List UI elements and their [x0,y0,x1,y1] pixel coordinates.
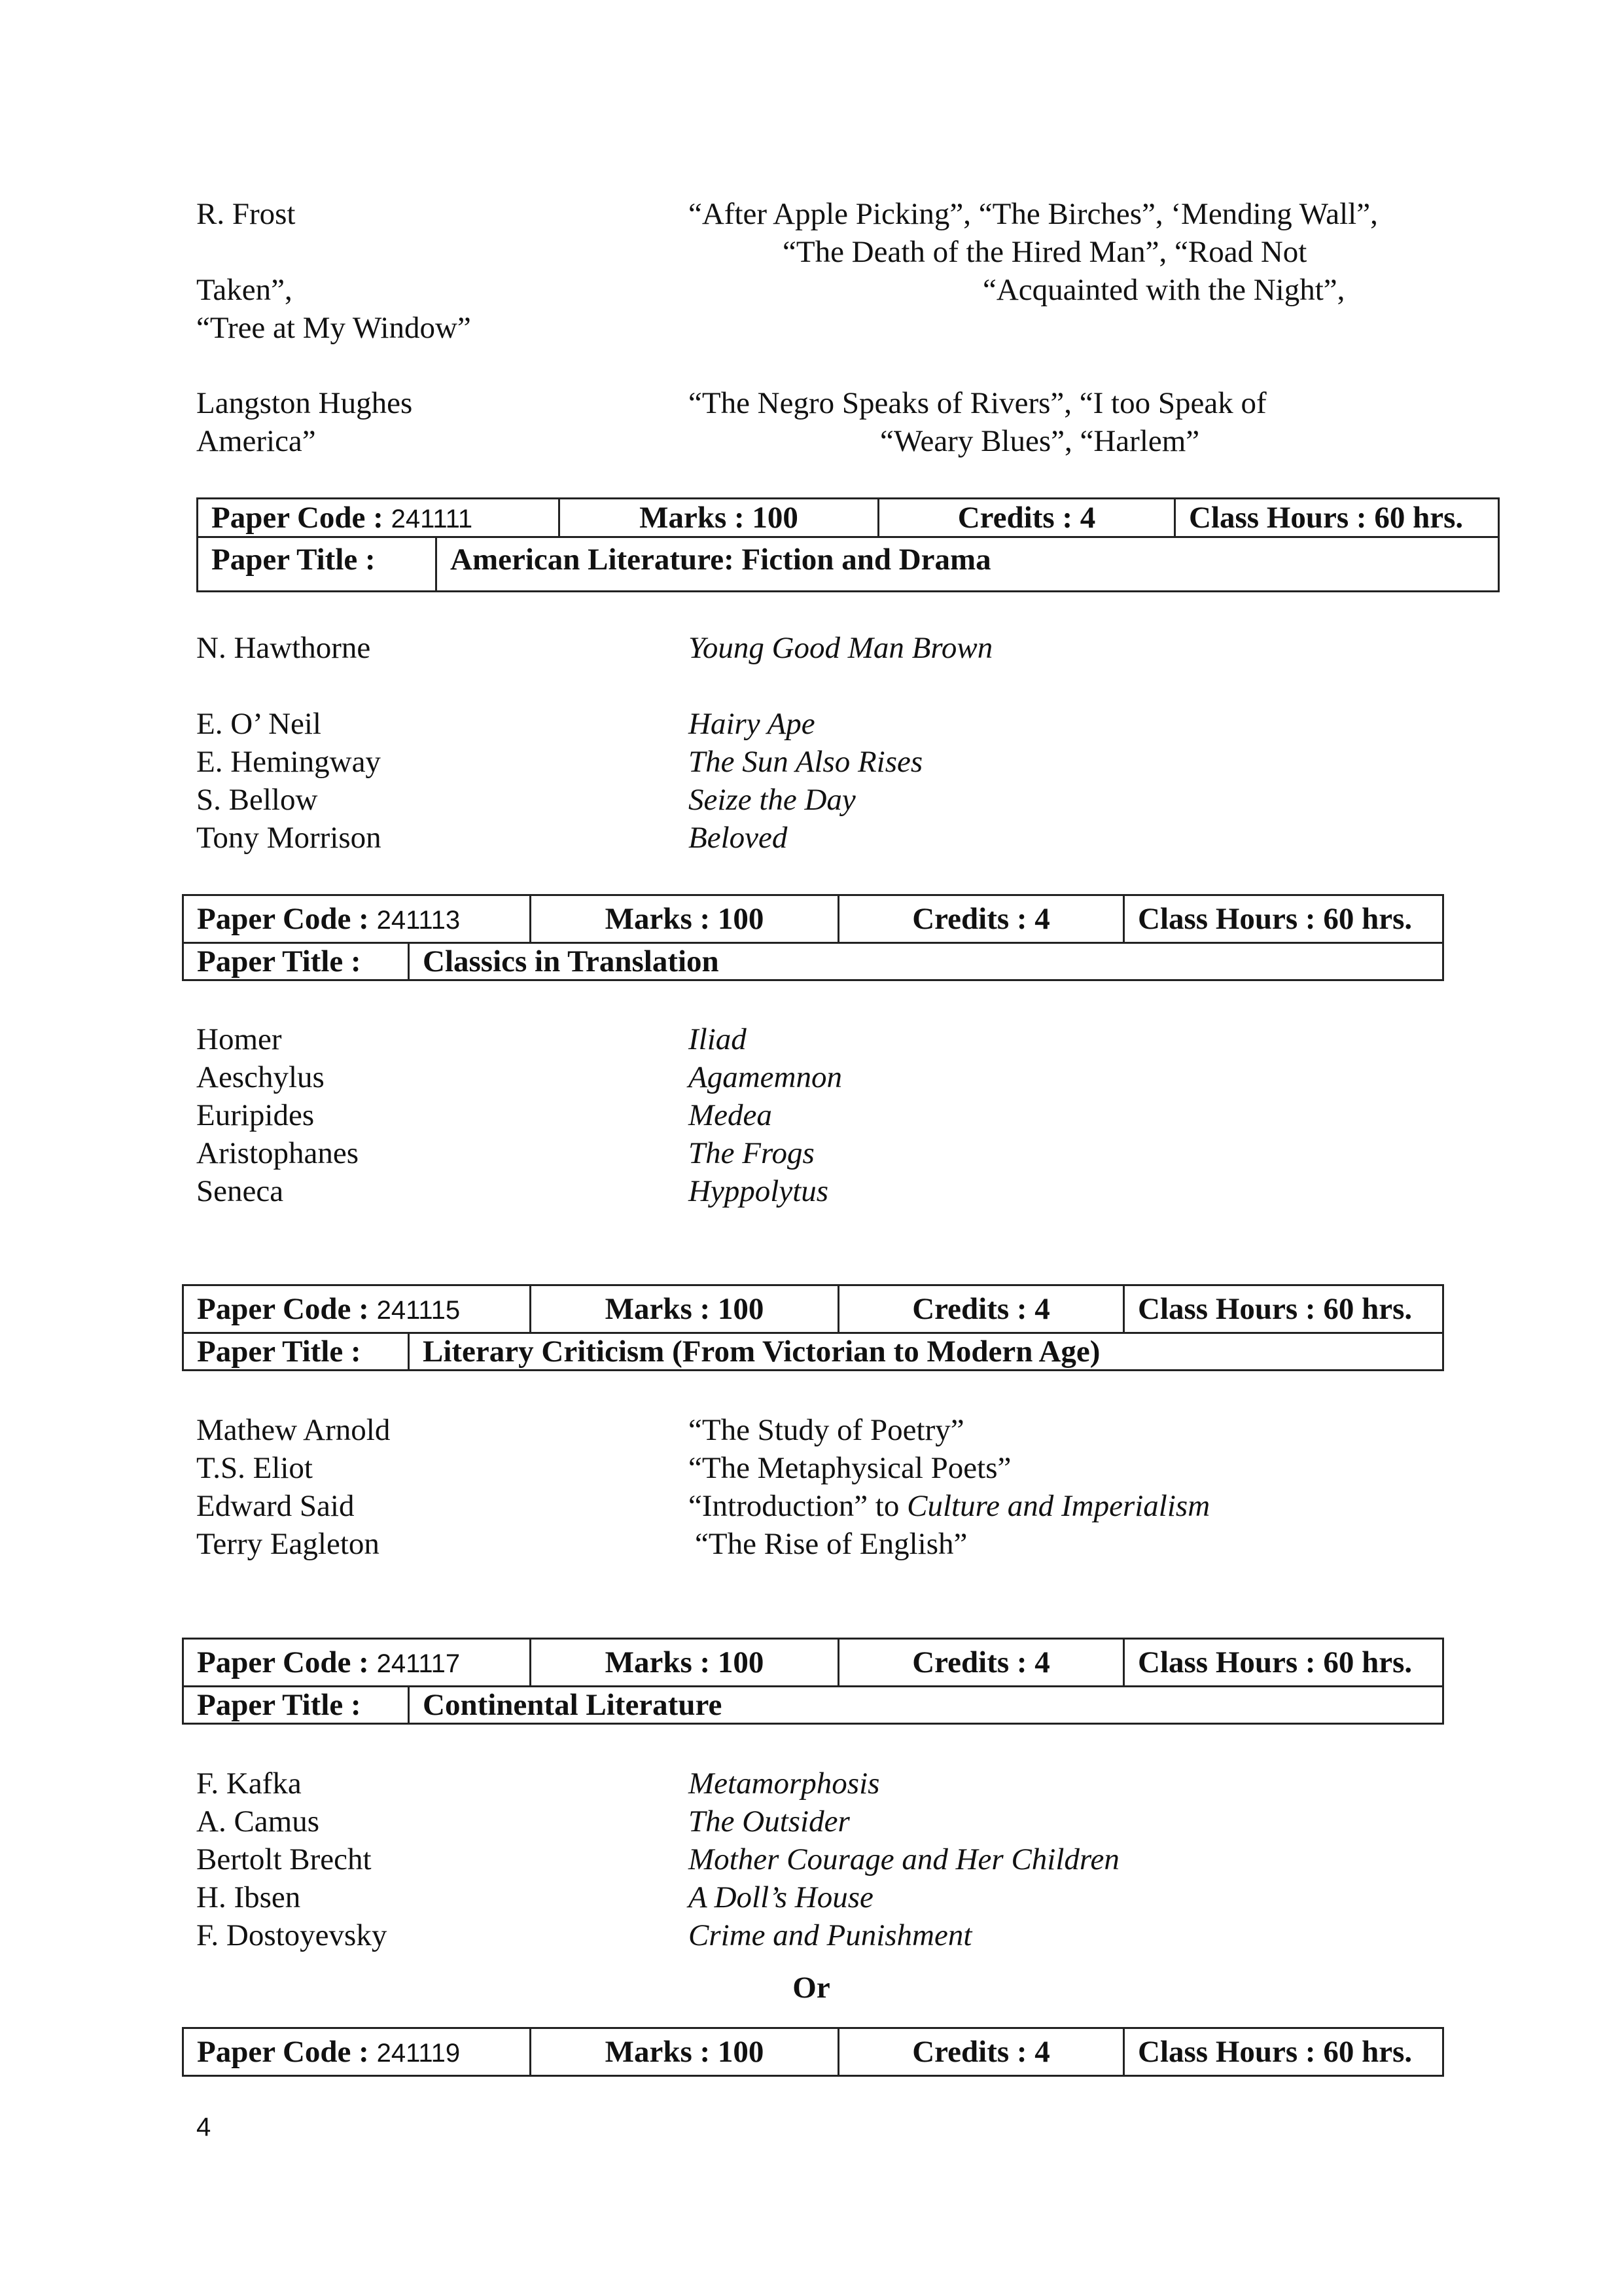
paper-title-table [182,1332,1444,1371]
page-number: 4 [196,2113,211,2142]
author-name: Bertolt Brecht [196,1842,372,1876]
paper-code-label: Paper Code : [211,501,383,535]
frost-poems-line4: “Tree at My Window” [196,311,471,345]
work-title: Metamorphosis [688,1767,880,1801]
author-name: Euripides [196,1098,315,1132]
work-title: Agamemnon [688,1060,842,1094]
paper-meta-row [198,499,1499,537]
paper-title-table [182,942,1444,981]
paper-code-label: Paper Code : [197,902,369,936]
paper-title-value: Continental Literature [409,1687,1443,1724]
work-title: Medea [688,1098,772,1132]
class-hours-cell: Class Hours : 60 hrs. [1124,1285,1443,1333]
paper-code-value: 241119 [376,2039,461,2068]
paper-code-label: Paper Code : [197,1645,369,1679]
frost-poems-line3b: “Acquainted with the Night”, [983,273,1345,307]
paper-title-label: Paper Title : [198,537,436,592]
paper-title-value: American Literature: Fiction and Drama [436,537,1499,592]
marks-cell: Marks : 100 [531,1639,839,1687]
paper-title-value: Literary Criticism (From Victorian to Modern Age) [409,1333,1443,1371]
class-hours-cell: Class Hours : 60 hrs. [1175,499,1499,537]
class-hours-cell: Class Hours : 60 hrs. [1124,2028,1443,2076]
work-title: Hairy Ape [688,707,815,741]
paper-code-cell [183,2028,531,2076]
work-title: Hyppolytus [688,1174,829,1208]
frost-poems-line3a: Taken”, [196,273,292,307]
work-title: Young Good Man Brown [688,631,993,665]
author-name: Edward Said [196,1489,355,1523]
author-name: A. Camus [196,1804,319,1839]
paper-title-table [182,1685,1444,1725]
paper-meta-row [183,2028,1443,2076]
paper-title-row [183,1687,1443,1724]
or-divider: Or [792,1971,830,2005]
class-hours-cell: Class Hours : 60 hrs. [1124,1639,1443,1687]
paper-code-value: 241111 [391,505,473,533]
work-title-prefix: “Introduction” to [688,1489,908,1523]
author-name: Homer [196,1022,282,1056]
author-name: Aeschylus [196,1060,325,1094]
work-title: “The Rise of English” [695,1527,968,1561]
credits-cell: Credits : 4 [839,895,1124,943]
paper-code-cell [198,499,559,537]
class-hours-cell: Class Hours : 60 hrs. [1124,895,1443,943]
author-name: Mathew Arnold [196,1413,391,1447]
work-title [688,1487,1210,1525]
paper-meta-row [183,1639,1443,1687]
paper-code-value: 241115 [376,1296,461,1325]
work-title: The Frogs [688,1136,815,1170]
paper-code-cell [183,1639,531,1687]
author-hughes: Langston Hughes [196,386,413,420]
paper-code-value: 241113 [376,906,461,935]
paper-header-table [196,497,1500,538]
paper-code-label: Paper Code : [197,1292,369,1326]
paper-title-table [196,536,1500,592]
paper-title-label: Paper Title : [183,943,409,980]
paper-header-table [182,1638,1444,1687]
frost-poems-line1: “After Apple Picking”, “The Birches”, ‘Mending Wall”, [688,197,1378,231]
paper-header-table [182,1284,1444,1334]
marks-cell: Marks : 100 [559,499,879,537]
author-name: Aristophanes [196,1136,359,1170]
paper-code-label: Paper Code : [197,2035,369,2069]
author-name: E. O’ Neil [196,707,321,741]
author-name: Terry Eagleton [196,1527,380,1561]
author-name: Tony Morrison [196,821,381,855]
work-title: “The Study of Poetry” [688,1413,964,1447]
work-title: Seize the Day [688,783,856,817]
author-name: T.S. Eliot [196,1451,313,1485]
frost-poems-line2: “The Death of the Hired Man”, “Road Not [783,235,1307,269]
work-title: The Sun Also Rises [688,745,923,779]
work-title-italic: Culture and Imperialism [907,1489,1210,1523]
work-title: Mother Courage and Her Children [688,1842,1120,1876]
paper-header-table [182,2027,1444,2077]
author-name: H. Ibsen [196,1880,301,1914]
paper-meta-row [183,1285,1443,1333]
author-name: F. Dostoyevsky [196,1918,387,1952]
marks-cell: Marks : 100 [531,1285,839,1333]
paper-header-table [182,894,1444,944]
hughes-poems-line2a: America” [196,424,316,458]
work-title: “The Metaphysical Poets” [688,1451,1012,1485]
credits-cell: Credits : 4 [839,1639,1124,1687]
author-frost: R. Frost [196,197,296,231]
credits-cell: Credits : 4 [879,499,1175,537]
paper-code-cell [183,1285,531,1333]
credits-cell: Credits : 4 [839,1285,1124,1333]
paper-code-cell [183,895,531,943]
author-name: S. Bellow [196,783,318,817]
hughes-poems-line2b: “Weary Blues”, “Harlem” [880,424,1200,458]
work-title: A Doll’s House [688,1880,874,1914]
work-title: Iliad [688,1022,747,1056]
author-name: Seneca [196,1174,284,1208]
paper-title-row [183,1333,1443,1371]
paper-code-value: 241117 [376,1649,461,1678]
hughes-poems-line1: “The Negro Speaks of Rivers”, “I too Speak of [688,386,1267,420]
author-name: N. Hawthorne [196,631,371,665]
author-name: E. Hemingway [196,745,381,779]
marks-cell: Marks : 100 [531,895,839,943]
author-name: F. Kafka [196,1767,302,1801]
work-title: Beloved [688,821,788,855]
work-title: Crime and Punishment [688,1918,972,1952]
marks-cell: Marks : 100 [531,2028,839,2076]
paper-title-row [198,537,1499,592]
work-title: The Outsider [688,1804,850,1839]
credits-cell: Credits : 4 [839,2028,1124,2076]
paper-meta-row [183,895,1443,943]
paper-title-row [183,943,1443,980]
paper-title-label: Paper Title : [183,1333,409,1371]
paper-title-label: Paper Title : [183,1687,409,1724]
paper-title-value: Classics in Translation [409,943,1443,980]
